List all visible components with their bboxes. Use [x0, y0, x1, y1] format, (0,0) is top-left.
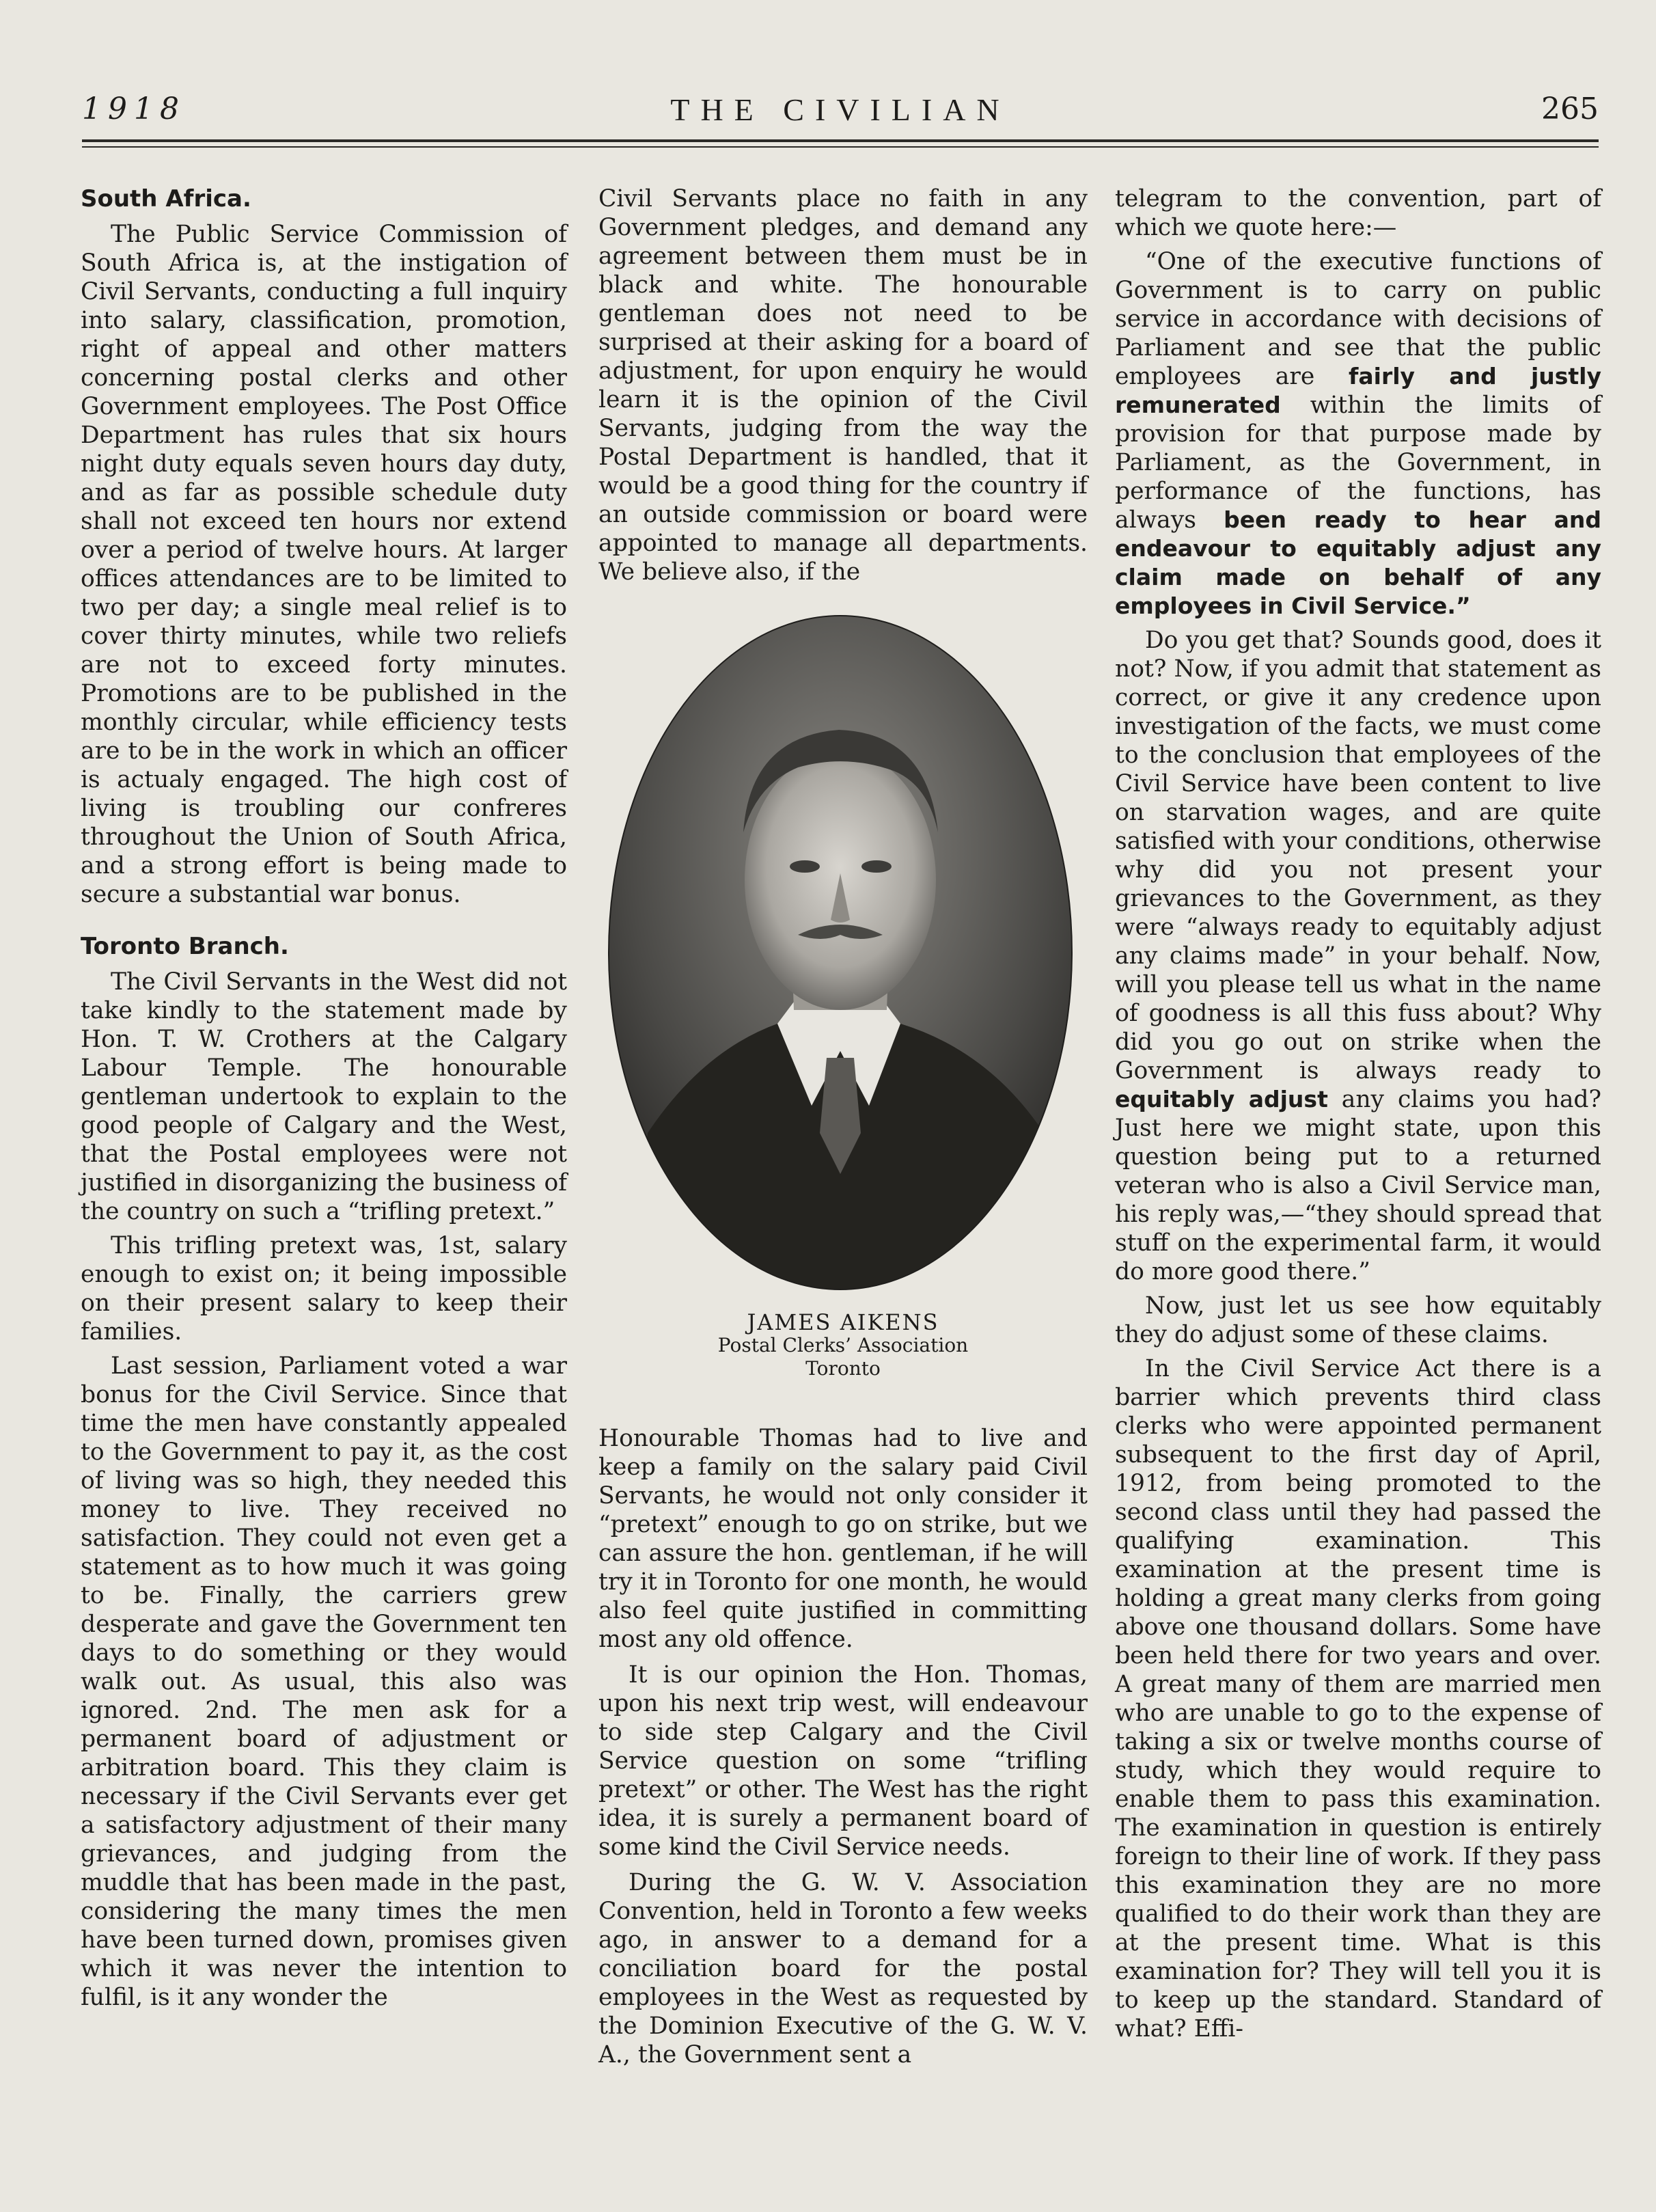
paragraph-text: any claims you had? Just here we might state, upon this question being put to a returned veteran who is also a Civil Service man, his reply was,—“they should spread that stuff on the experimental farm, it would do more good there.”	[1115, 1086, 1602, 1285]
portrait-photo	[607, 614, 1074, 1292]
paragraph: During the G. W. V. Association Convention, held in Toronto a few weeks ago, in answer to a demand for a conciliation board for the postal employees in the West as requested by the Dominion Executive of the G. W. V. A., the Government sent a	[598, 1869, 1088, 2068]
page-number: 265	[1541, 92, 1599, 126]
section-title-toronto-branch: Toronto Branch.	[81, 933, 289, 960]
text-emphasis: equitably adjust	[1115, 1086, 1328, 1112]
section-title-south-africa: South Africa.	[81, 185, 251, 213]
paragraph-text: Do you get that? Sounds good, does it not? Now, if you admit that statement as correct, or give it any credence upon investigation of the facts, we must come to the conclusion that employees of the Civil Service have been content to live on starvation wages, and are quite satisfied with your conditions, otherwise why did you not present your grievances to the Government, as they were “always ready to equitably adjust any claims made” in your behalf. Now, will you please tell us what in the name of goodness is all this fuss about? Why did you go out on strike when the Government is always ready to	[1115, 627, 1601, 1084]
quote-text: within the limits of provision for that purpose made by Parliament, as the Government, in performance of the functions, has always	[1115, 392, 1601, 534]
caption-name: JAMES AIKENS	[747, 1309, 939, 1335]
quote-emphasis: fairly and justly remunerated	[1115, 363, 1601, 418]
paragraph: Civil Servants place no faith in any Government pledges, and demand any agreement between them must be in black and white. The honourable gentleman does not need to be surprised at their asking for a board of adjustment, for upon enquiry he would learn it is the opinion of the Civil Servants, judging from the way the Postal Department is handled, that it would be a good thing for the country if an outside commission or board were appointed to manage all departments. We believe also, if the	[598, 185, 1088, 586]
header-rule-thin	[82, 146, 1599, 148]
page-header	[82, 92, 1599, 133]
paragraph: The Public Service Commission of South Africa is, at the instigation of Civil Servants, conducting a full inquiry into salary, classification, promotion, right of appeal and other matters concerning postal clerks and other Government employees. The Post Office Department has rules that six hours night duty equals seven hours day duty, and as far as possible schedule duty shall not exceed ten hours nor extend over a period of twelve hours. At larger offices attendances are to be limited to two per day; a single meal relief is to cover thirty minutes, while two reliefs are not to exceed forty minutes. Promotions are to be published in the monthly circular, while efficiency tests are to be in the work in which an officer is actualy engaged. The high cost of living is troubling our confreres throughout the Union of South Africa, and a strong effort is being made to secure a substantial war bonus.	[81, 221, 567, 908]
paragraph	[1115, 626, 1601, 1286]
paragraph: telegram to the convention, part of which we quote here:—	[1115, 185, 1601, 241]
right-column	[1115, 185, 1601, 2049]
quote-text: “One of the executive functions of Government is to carry on public service in accordance with decisions of Parliament and see that the public employees are	[1115, 248, 1601, 390]
header-year: 1918	[82, 92, 186, 126]
quote-emphasis: been ready to hear and endeavour to equitably adjust any claim made on behalf of any employees in Civil Service.”	[1115, 506, 1602, 619]
photo-caption	[598, 1311, 1088, 1380]
paragraph: The Civil Servants in the West did not take kindly to the statement made by Hon. T. W. Crothers at the Calgary Labour Temple. The honourable gentleman undertook to explain to the good people of Calgary and the West, that the Postal employees were not justified in disorganizing the business of the country on such a “trifling pretext.”	[81, 968, 567, 1225]
middle-column-top	[598, 185, 1088, 592]
portrait-image	[607, 614, 1074, 1292]
caption-city: Toronto	[805, 1357, 881, 1380]
paragraph: It is our opinion the Hon. Thomas, upon his next trip west, will endeavour to side step Calgary and the Civil Service question on some “trifling pretext” or other. The West has the right idea, it is surely a permanent board of some kind the Civil Service needs.	[598, 1661, 1088, 1861]
paragraph: Last session, Parliament voted a war bonus for the Civil Service. Since that time the men have constantly appealed to the Government to pay it, as the cost of living was so high, they needed this money to live. They received no satisfaction. They could not even get a statement as to how much it was going to be. Finally, the carriers grew desperate and gave the Government ten days to do something or they would walk out. As usual, this also was ignored. 2nd. The men ask for a permanent board of adjustment or arbitration board. This they claim is necessary if the Civil Servants ever get a satisfactory adjustment of their many grievances, and judging from the muddle that has been made in the past, considering the many times the men have been turned down, promises given which it was never the intention to fulfil, is it any wonder the	[81, 1352, 567, 2011]
caption-association: Postal Clerks’ Association	[717, 1334, 969, 1356]
paragraph: Now, just let us see how equitably they do adjust some of these claims.	[1115, 1292, 1601, 1348]
paragraph: In the Civil Service Act there is a barrier which prevents third class clerks who were appointed permanent subsequent to the first day of April, 1912, from being promoted to the second class until they had passed the qualifying examination. This examination at the present time is holding a great many clerks from going above one thousand dollars. Some have been held there for two years and over. A great many of them are married men who are unable to go to the expense of taking a six or twelve months course of study, which they would require to enable them to pass this examination. The examination in question is entirely foreign to their line of work. If they pass this examination they are no more qualified to do their work than they are at the present time. What is this examination for? They will tell you it is to keep up the standard. Standard of what? Effi-	[1115, 1355, 1601, 2043]
paragraph: This trifling pretext was, 1st, salary enough to exist on; it being impossible on their present salary to keep their families.	[81, 1232, 567, 1346]
header-title: THE CIVILIAN	[670, 92, 1010, 127]
quoted-telegram	[1115, 247, 1601, 620]
header-rule-thick	[82, 139, 1599, 142]
left-column	[81, 185, 567, 2017]
paragraph: Honourable Thomas had to live and keep a family on the salary paid Civil Servants, he would not only consider it “pretext” enough to go on strike, but we can assure the hon. gentleman, if he will try it in Toronto for one month, he would also feel quite justified in committing most any old offence.	[598, 1425, 1088, 1653]
middle-column-bottom	[598, 1424, 1088, 2076]
